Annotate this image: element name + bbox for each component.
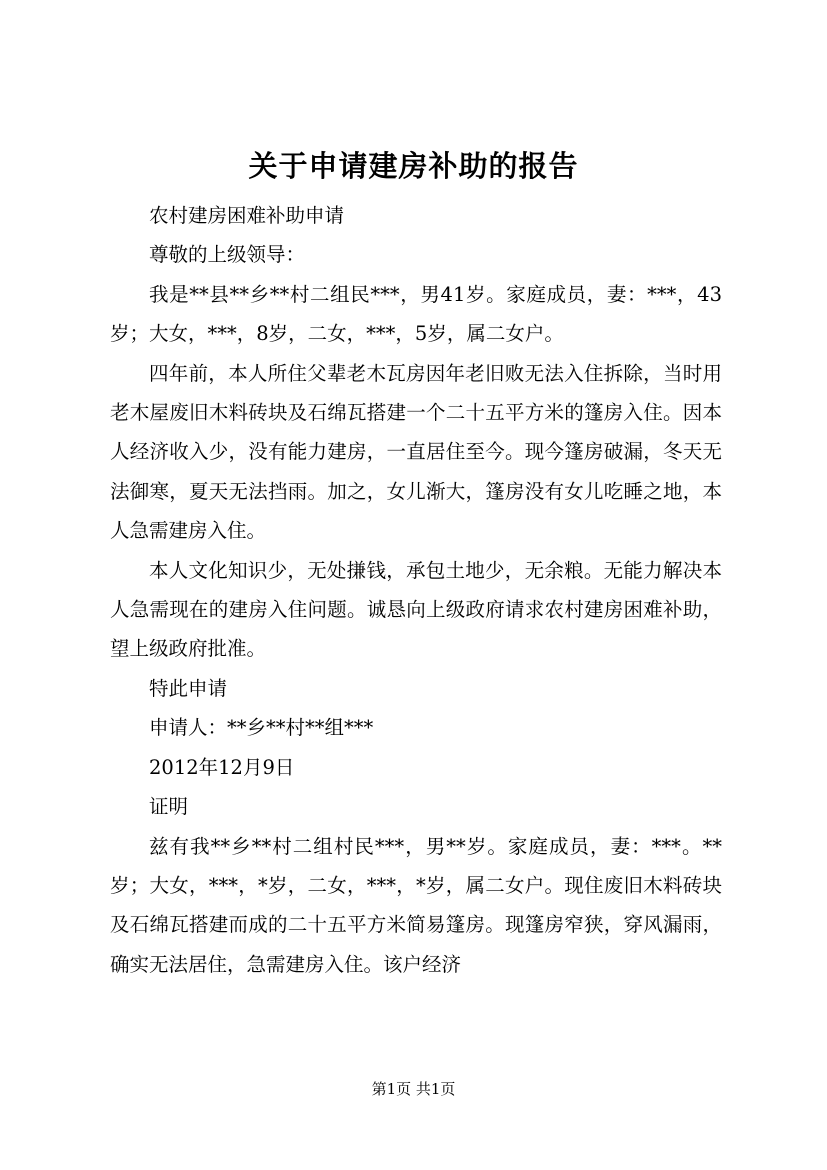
request-paragraph: 本人文化知识少，无处搛钱，承包土地少，无余粮。无能力解决本人急需现在的建房入住问题。诚恳向上级政府请求农村建房困难补助，望上级政府批准。 xyxy=(110,558,722,661)
salutation-paragraph: 尊敬的上级领导： xyxy=(149,243,306,267)
closing-paragraph: 特此申请 xyxy=(149,676,228,700)
date-paragraph: 2012年12月9日 xyxy=(149,755,295,779)
applicant-paragraph: 申请人：**乡**村**组*** xyxy=(149,716,374,740)
certificate-body-paragraph: 兹有我**乡**村二组村民***，男**岁。家庭成员，妻：***。**岁；大女，***，*岁，二女，***，*岁，属二女户。现住废旧木料砖块及石绵瓦搭建而成的二十五平方米简易篷房。现篷房窄狭，穿风漏雨，确实无法居住，急需建房入住。该户经济 xyxy=(110,834,722,976)
document-body xyxy=(110,196,722,984)
family-info-paragraph: 我是**县**乡**村二组民***，男41岁。家庭成员，妻：***，43岁；大女，***，8岁，二女，***，5岁，属二女户。 xyxy=(110,282,722,346)
page-footer: 第1页 共1页 xyxy=(371,1080,456,1098)
document-title: 关于申请建房补助的报告 xyxy=(248,149,579,183)
subtitle-paragraph: 农村建房困难补助申请 xyxy=(149,204,345,227)
certificate-heading-paragraph: 证明 xyxy=(149,795,189,819)
housing-history-paragraph: 四年前，本人所住父辈老木瓦房因年老旧败无法入住拆除，当时用老木屋废旧木料砖块及石绵瓦搭建一个二十五平方米的篷房入住。因本人经济收入少，没有能力建房，一直居住至今。现今篷房破漏，冬天无法御寒，夏天无法挡雨。加之，女儿渐大，篷房没有女儿吃睡之地，本人急需建房入住。 xyxy=(110,361,722,543)
